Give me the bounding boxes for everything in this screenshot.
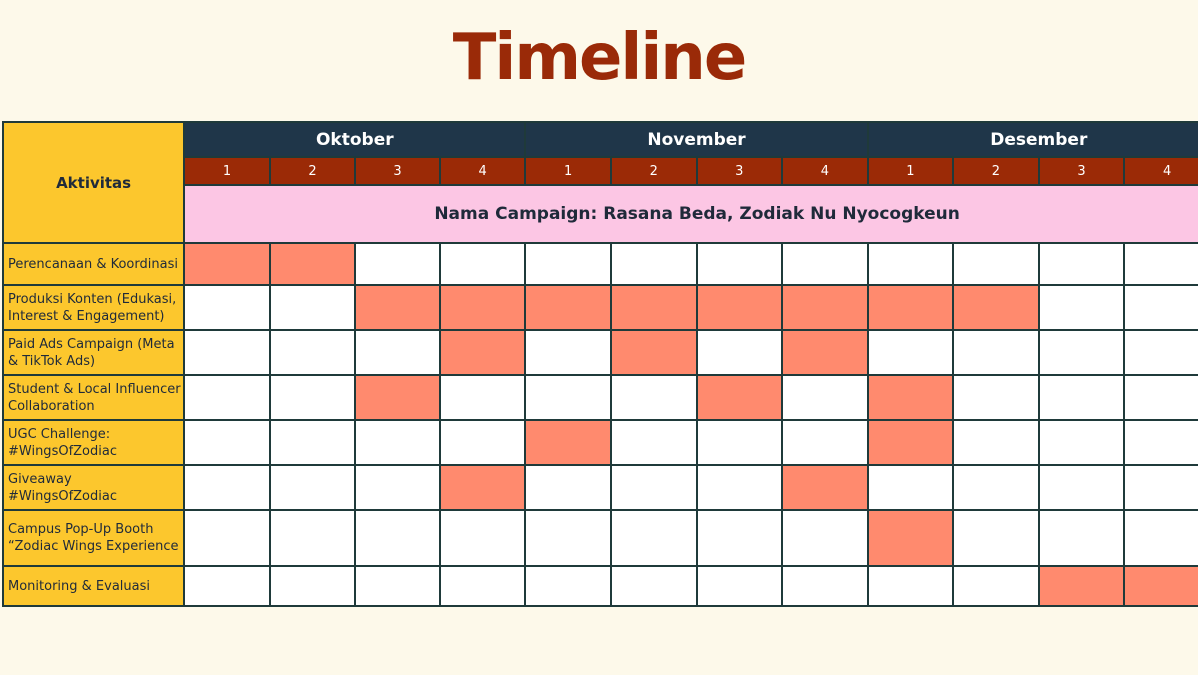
campaign-name: Nama Campaign: Rasana Beda, Zodiak Nu Nyocogkeun [184,185,1198,243]
timeline-table [2,121,1198,607]
timeline-cell [1039,330,1125,375]
timeline-cell [953,510,1039,566]
table-row [3,330,1198,375]
timeline-cell-active [440,285,526,330]
timeline-cell [1124,465,1198,510]
timeline-cell [953,465,1039,510]
activity-label: Perencanaan & Koordinasi [3,243,184,285]
timeline-cell [270,465,356,510]
week-header: 2 [953,157,1039,185]
timeline-cell-active [868,375,954,420]
activity-label: UGC Challenge: #WingsOfZodiac [3,420,184,465]
week-header: 3 [355,157,440,185]
timeline-cell [1124,243,1198,285]
timeline-cell [697,420,783,465]
timeline-cell [355,510,440,566]
timeline-cell [440,375,526,420]
timeline-cell [184,566,270,606]
timeline-cell-active [1124,566,1198,606]
timeline-cell [868,465,954,510]
timeline-cell [868,243,954,285]
timeline-cell [782,510,868,566]
timeline-cell [782,375,868,420]
table-row [3,243,1198,285]
timeline-cell-active [184,243,270,285]
table-row [3,510,1198,566]
timeline-cell [1039,243,1125,285]
timeline-cell [184,465,270,510]
timeline-cell-active [1039,566,1125,606]
timeline-cell [440,243,526,285]
activity-label: Paid Ads Campaign (Meta & TikTok Ads) [3,330,184,375]
timeline-cell [953,330,1039,375]
timeline-cell-active [868,420,954,465]
week-header: 3 [1039,157,1125,185]
timeline-cell [1039,375,1125,420]
activity-header: Aktivitas [3,122,184,243]
week-header: 1 [525,157,611,185]
timeline-cell [697,465,783,510]
activity-label: Campus Pop-Up Booth “Zodiac Wings Experience [3,510,184,566]
timeline-cell-active [782,285,868,330]
timeline-cell [525,243,611,285]
week-header: 4 [440,157,526,185]
timeline-cell-active [782,465,868,510]
timeline-cell [1124,510,1198,566]
timeline-cell [697,566,783,606]
table-row [3,465,1198,510]
timeline-cell [270,285,356,330]
timeline-cell [697,330,783,375]
activity-label: Produksi Konten (Edukasi, Interest & Engagement) [3,285,184,330]
timeline-cell [525,375,611,420]
timeline-cell-active [697,375,783,420]
timeline-cell-active [525,420,611,465]
timeline-cell-active [270,243,356,285]
timeline-cell-active [611,330,697,375]
timeline-cell-active [611,285,697,330]
week-header: 4 [1124,157,1198,185]
timeline-cell [355,465,440,510]
timeline-cell [611,510,697,566]
timeline-cell [953,243,1039,285]
timeline-cell [184,285,270,330]
timeline-cell [1124,285,1198,330]
timeline-cell [611,465,697,510]
timeline-cell-active [868,285,954,330]
activity-label: Student & Local Influencer Collaboration [3,375,184,420]
activity-label: Giveaway #WingsOfZodiac [3,465,184,510]
timeline-cell [184,510,270,566]
table-row [3,375,1198,420]
timeline-cell-active [355,375,440,420]
timeline-cell [184,375,270,420]
timeline-cell-active [355,285,440,330]
week-header: 1 [868,157,954,185]
timeline-cell [697,243,783,285]
timeline-cell [525,330,611,375]
timeline-cell [697,510,783,566]
table-row [3,420,1198,465]
timeline-cell [270,566,356,606]
timeline-cell [953,420,1039,465]
timeline-cell [1124,330,1198,375]
timeline-cell [270,330,356,375]
timeline-cell [1124,420,1198,465]
timeline-cell-active [440,330,526,375]
table-row [3,285,1198,330]
timeline-cell [1039,420,1125,465]
timeline-cell-active [697,285,783,330]
month-header-oktober: Oktober [184,122,525,157]
week-header: 4 [782,157,868,185]
timeline-cell [782,243,868,285]
timeline-cell-active [525,285,611,330]
timeline-cell [440,420,526,465]
timeline-cell [611,566,697,606]
timeline-cell [355,243,440,285]
timeline-cell [440,510,526,566]
timeline-cell [782,566,868,606]
timeline-cell [611,420,697,465]
timeline-cell [1124,375,1198,420]
month-header-desember: Desember [868,122,1198,157]
timeline-cell [184,330,270,375]
timeline-cell [525,465,611,510]
timeline-cell [1039,510,1125,566]
timeline-cell [270,510,356,566]
timeline-cell [868,330,954,375]
timeline-cell [782,420,868,465]
timeline-cell-active [782,330,868,375]
timeline-cell [525,566,611,606]
timeline-cell [1039,465,1125,510]
timeline-cell [953,566,1039,606]
month-header-november: November [525,122,867,157]
timeline-cell [611,243,697,285]
timeline-cell [270,375,356,420]
timeline-cell-active [868,510,954,566]
timeline-cell-active [953,285,1039,330]
timeline-cell [355,330,440,375]
timeline-cell [184,420,270,465]
page-title: Timeline [452,21,746,95]
timeline-cell [611,375,697,420]
timeline-cell [868,566,954,606]
timeline-cell [525,510,611,566]
timeline-cell [355,566,440,606]
table-row [3,566,1198,606]
activity-label: Monitoring & Evaluasi [3,566,184,606]
timeline-cell [1039,285,1125,330]
week-header: 1 [184,157,270,185]
timeline-cell-active [440,465,526,510]
timeline-cell [355,420,440,465]
timeline-cell [440,566,526,606]
timeline-cell [270,420,356,465]
timeline-cell [953,375,1039,420]
week-header: 3 [697,157,783,185]
week-header: 2 [611,157,697,185]
week-header: 2 [270,157,356,185]
